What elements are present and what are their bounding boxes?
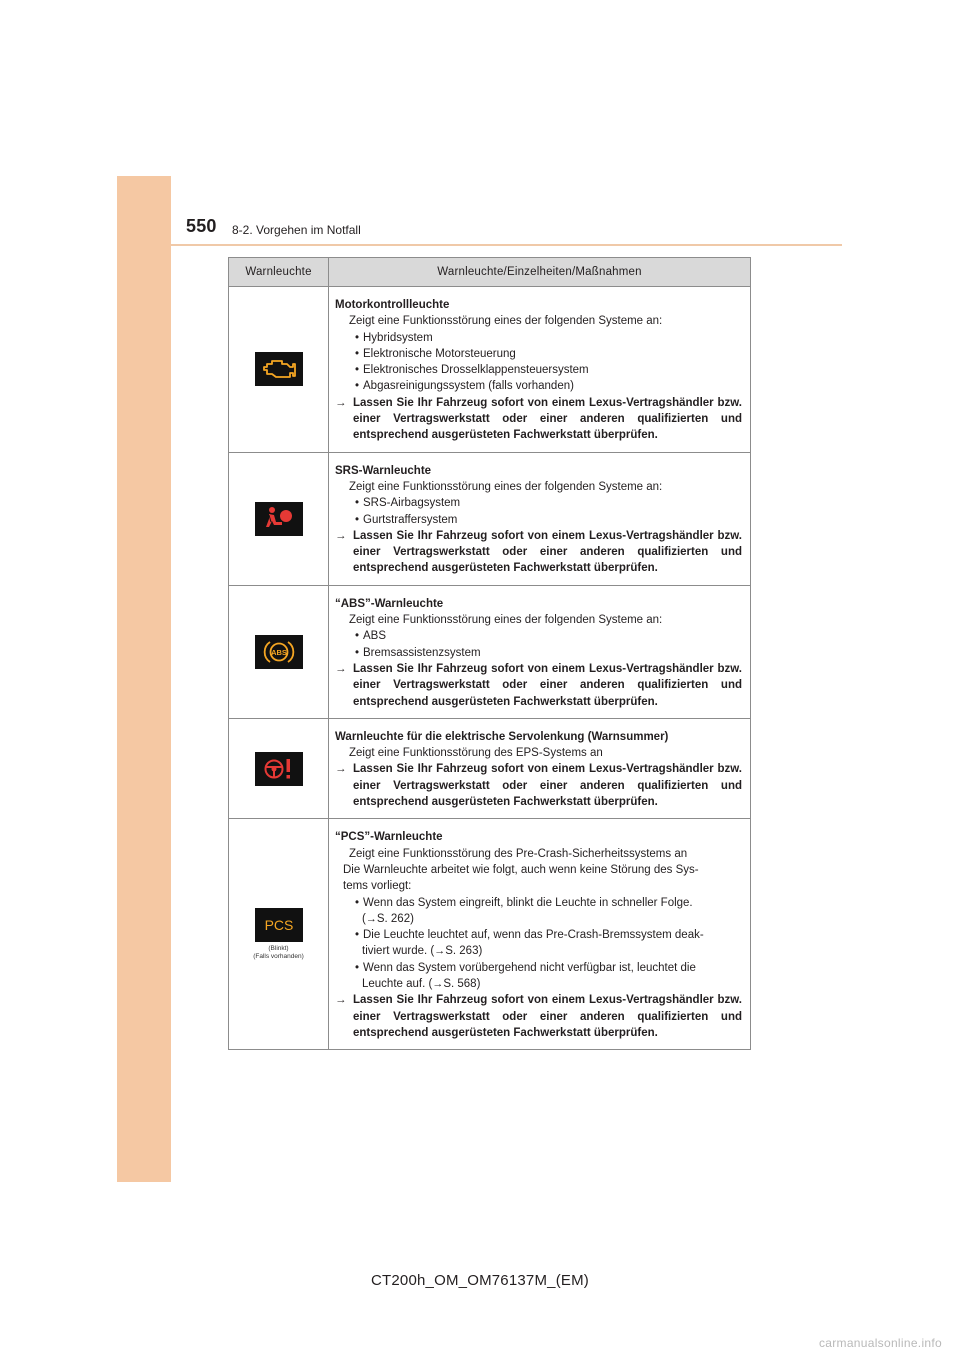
arrow-right-icon: → <box>335 662 347 675</box>
warning-title: “ABS”-Warnleuchte <box>335 597 444 610</box>
icon-cell <box>229 718 329 818</box>
section-title: 8-2. Vorgehen im Notfall <box>232 223 361 237</box>
description-cell <box>329 585 751 718</box>
table-row <box>229 718 751 818</box>
table-row <box>229 585 751 718</box>
arrow-right-icon: → <box>335 396 347 409</box>
icon-cell <box>229 452 329 585</box>
warning-description: Die Warnleuchte arbeitet wie folgt, auch wenn keine Störung des Sys- <box>343 863 699 876</box>
bullet-item: • Abgasreinigungssystem (falls vorhanden) <box>355 380 574 393</box>
arrow-right-icon: → <box>335 529 347 542</box>
arrow-right-icon: → <box>432 977 444 990</box>
abs-icon <box>255 635 303 669</box>
warning-title: SRS-Warnleuchte <box>335 464 432 477</box>
icon-cell <box>229 585 329 718</box>
bullet-item: • Wenn das System vorübergehend nicht verfügbar ist, leuchtet die <box>355 961 696 974</box>
table-row <box>229 452 751 585</box>
watermark: carmanualsonline.info <box>818 1336 942 1350</box>
icon-cell <box>229 819 329 1050</box>
column-header-details: Warnleuchte/Einzelheiten/Maßnahmen <box>329 258 751 287</box>
warning-description: Zeigt eine Funktionsstörung eines der folgenden Systeme an: <box>349 480 663 493</box>
warning-description: Zeigt eine Funktionsstörung des EPS-Systems an <box>349 747 603 760</box>
page-number: 550 <box>186 216 217 236</box>
arrow-right-icon: → <box>365 912 377 925</box>
arrow-right-icon: → <box>335 763 347 776</box>
icon-cell <box>229 287 329 453</box>
bullet-item: • Gurtstraffersystem <box>355 513 458 526</box>
warning-description: Zeigt eine Funktionsstörung eines der folgenden Systeme an: <box>349 315 663 328</box>
action-instruction: → Lassen Sie Ihr Fahrzeug sofort von einem Lexus-Vertragshändler bzw. einer Vertragswerkstatt oder einer anderen qualifizierten und entsprechend ausgerüsteten Fachwerkstatt überprüfen. <box>335 528 742 577</box>
bullet-item: • Wenn das System eingreift, blinkt die Leuchte in schneller Folge. <box>355 896 693 909</box>
warning-description: Zeigt eine Funktionsstörung des Pre-Crash-Sicherheitssystems an <box>349 847 688 860</box>
action-instruction: → Lassen Sie Ihr Fahrzeug sofort von einem Lexus-Vertragshändler bzw. einer Vertragswerkstatt oder einer anderen qualifizierten und entsprechend ausgerüsteten Fachwerkstatt überprüfen. <box>335 761 742 810</box>
check-engine-icon <box>255 352 303 386</box>
warning-description: tems vorliegt: <box>343 880 412 893</box>
bullet-item: • Elektronische Motorsteuerung <box>355 347 516 360</box>
bullet-item: • Hybridsystem <box>355 331 433 344</box>
action-instruction: → Lassen Sie Ihr Fahrzeug sofort von einem Lexus-Vertragshändler bzw. einer Vertragswerkstatt oder einer anderen qualifizierten und entsprechend ausgerüsteten Fachwerkstatt überprüfen. <box>335 395 742 444</box>
warning-title: Warnleuchte für die elektrische Servolenkung (Warnsummer) <box>335 730 669 743</box>
action-instruction: → Lassen Sie Ihr Fahrzeug sofort von einem Lexus-Vertragshändler bzw. einer Vertragswerkstatt oder einer anderen qualifizierten und entsprechend ausgerüsteten Fachwerkstatt überprüfen. <box>335 661 742 710</box>
header-rule <box>171 244 842 246</box>
eps-steering-warning-icon <box>255 752 303 786</box>
svg-text:ABS: ABS <box>270 647 287 657</box>
table-row <box>229 287 751 453</box>
description-cell <box>329 718 751 818</box>
srs-airbag-icon <box>255 502 303 536</box>
page-reference: tiviert wurde. (→S. 263) <box>362 945 483 958</box>
warning-title: Motorkontrollleuchte <box>335 299 450 311</box>
document-code: CT200h_OM_OM76137M_(EM) <box>370 1272 589 1289</box>
arrow-right-icon: → <box>434 945 446 958</box>
column-header-warnleuchte: Warnleuchte <box>229 258 329 287</box>
page-reference: (→S. 262) <box>362 912 414 925</box>
description-cell <box>329 819 751 1050</box>
bullet-item: • Elektronisches Drosselklappensteuersystem <box>355 364 589 377</box>
bullet-item: • ABS <box>355 630 387 643</box>
warning-description: Zeigt eine Funktionsstörung eines der folgenden Systeme an: <box>349 614 663 627</box>
icon-caption: (Blinkt) (Falls vorhanden) <box>253 944 304 960</box>
description-cell <box>329 452 751 585</box>
bullet-item: • Bremsassistenzsystem <box>355 646 481 659</box>
side-color-band <box>117 176 171 1182</box>
description-cell <box>329 287 751 453</box>
table-header-row <box>229 258 751 287</box>
action-instruction: → Lassen Sie Ihr Fahrzeug sofort von einem Lexus-Vertragshändler bzw. einer Vertragswerkstatt oder einer anderen qualifizierten und entsprechend ausgerüsteten Fachwerkstatt überprüfen. <box>335 992 742 1041</box>
bullet-item: • Die Leuchte leuchtet auf, wenn das Pre-Crash-Bremssystem deak- <box>355 929 704 942</box>
svg-text:PCS: PCS <box>264 916 293 933</box>
table-row <box>229 819 751 1050</box>
pcs-icon <box>255 908 303 942</box>
page-reference: Leuchte auf. (→S. 568) <box>362 977 481 990</box>
arrow-right-icon: → <box>335 994 347 1007</box>
warning-title: “PCS”-Warnleuchte <box>335 831 443 844</box>
bullet-item: • SRS-Airbagsystem <box>355 497 461 510</box>
warning-lights-table <box>228 257 751 1050</box>
